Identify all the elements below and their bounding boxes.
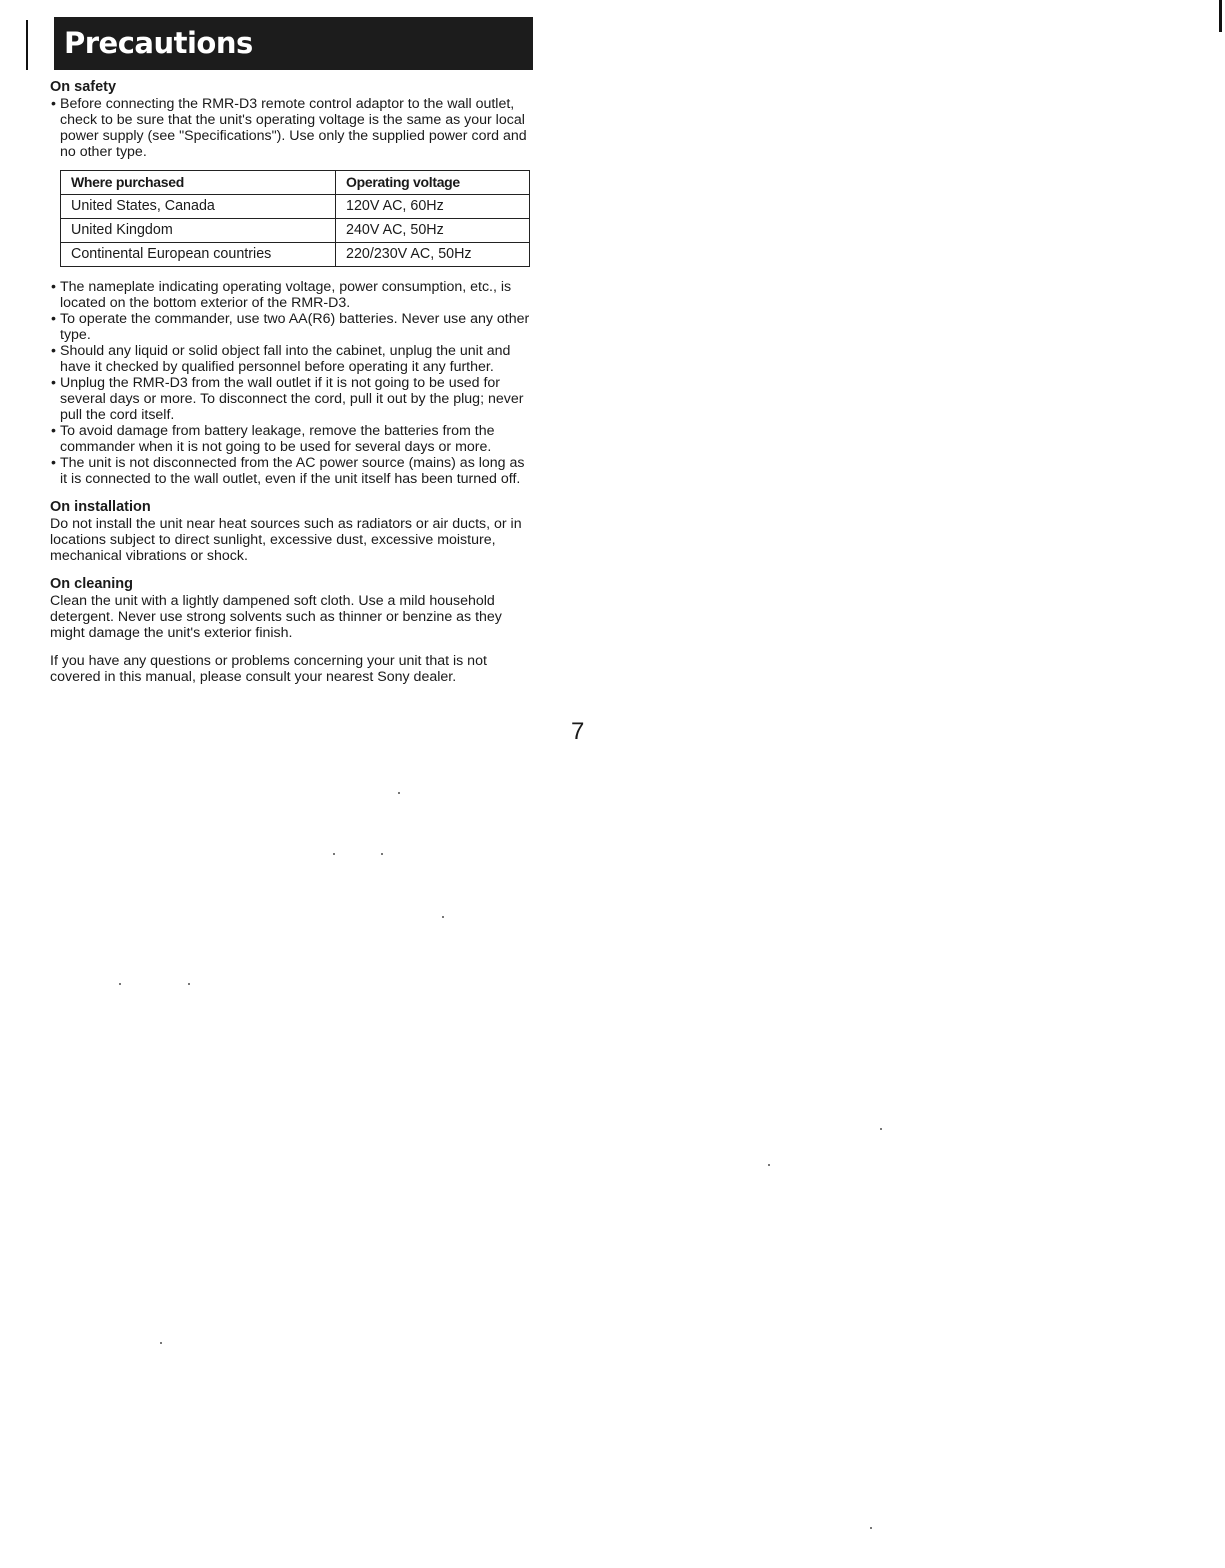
list-item: • Unplug the RMR-D3 from the wall outlet if it is not going to be used for several days or more. To disconnect the cord, pull it out by the plug; never pull the cord itself. bbox=[50, 375, 535, 423]
page-number: 7 bbox=[571, 718, 585, 745]
table-header-cell: Operating voltage bbox=[336, 171, 530, 195]
table-cell-voltage: 220/230V AC, 50Hz bbox=[336, 243, 530, 267]
table-header-cell: Where purchased bbox=[61, 171, 336, 195]
scan-edge-mark-left bbox=[26, 20, 28, 70]
section-heading-cleaning: On cleaning bbox=[50, 576, 133, 592]
section-installation bbox=[50, 499, 535, 564]
table-cell-voltage: 120V AC, 60Hz bbox=[336, 195, 530, 219]
cleaning-text: Clean the unit with a lightly dampened soft cloth. Use a mild household detergent. Never use strong solvents such as thinner or benzine as they might damage the unit's exterior finish. bbox=[50, 593, 502, 641]
list-item: • To operate the commander, use two AA(R6) batteries. Never use any other type. bbox=[50, 311, 535, 343]
section-safety bbox=[50, 79, 535, 487]
table-cell-region: United Kingdom bbox=[61, 219, 336, 243]
scan-speck bbox=[188, 983, 190, 985]
list-item: • Should any liquid or solid object fall into the cabinet, unplug the unit and have it checked by qualified personnel before operating it any further. bbox=[50, 343, 535, 375]
table-row bbox=[61, 219, 530, 243]
scan-speck bbox=[768, 1164, 770, 1166]
safety-intro-item: • Before connecting the RMR-D3 remote control adaptor to the wall outlet, check to be sure that the unit's operating voltage is the same as your local power supply (see "Specifications"). Use only the supplied power cord and no other type. bbox=[50, 96, 535, 160]
scan-speck bbox=[442, 916, 444, 918]
table-cell-voltage: 240V AC, 50Hz bbox=[336, 219, 530, 243]
table-header-row bbox=[61, 171, 530, 195]
main-content bbox=[50, 79, 535, 685]
table-cell-region: United States, Canada bbox=[61, 195, 336, 219]
page-title: Precautions bbox=[64, 26, 253, 60]
list-item: • The unit is not disconnected from the AC power source (mains) as long as it is connected to the wall outlet, even if the unit itself has been turned off. bbox=[50, 455, 535, 487]
scan-edge-mark-right bbox=[1219, 0, 1222, 32]
title-banner bbox=[54, 17, 533, 70]
scan-speck bbox=[333, 853, 335, 855]
table-row bbox=[61, 195, 530, 219]
list-item: • The nameplate indicating operating voltage, power consumption, etc., is located on the bottom exterior of the RMR-D3. bbox=[50, 279, 535, 311]
section-heading-installation: On installation bbox=[50, 499, 151, 515]
section-heading-safety: On safety bbox=[50, 79, 117, 95]
safety-intro-list bbox=[50, 96, 535, 160]
scan-speck bbox=[398, 792, 400, 794]
table-cell-region: Continental European countries bbox=[61, 243, 336, 267]
table-row bbox=[61, 243, 530, 267]
closing-text: If you have any questions or problems concerning your unit that is not covered in this manual, please consult your nearest Sony dealer. bbox=[50, 653, 487, 685]
scan-speck bbox=[119, 983, 121, 985]
voltage-table bbox=[60, 170, 530, 267]
list-item: • To avoid damage from battery leakage, remove the batteries from the commander when it is not going to be used for several days or more. bbox=[50, 423, 535, 455]
safety-bullet-list bbox=[50, 279, 535, 487]
scan-speck bbox=[160, 1342, 162, 1344]
scan-speck bbox=[880, 1128, 882, 1130]
section-cleaning bbox=[50, 576, 535, 641]
installation-text: Do not install the unit near heat sources such as radiators or air ducts, or in locations subject to direct sunlight, excessive dust, excessive moisture, mechanical vibrations or shock. bbox=[50, 516, 522, 564]
scan-speck bbox=[870, 1527, 872, 1529]
scan-speck bbox=[381, 853, 383, 855]
